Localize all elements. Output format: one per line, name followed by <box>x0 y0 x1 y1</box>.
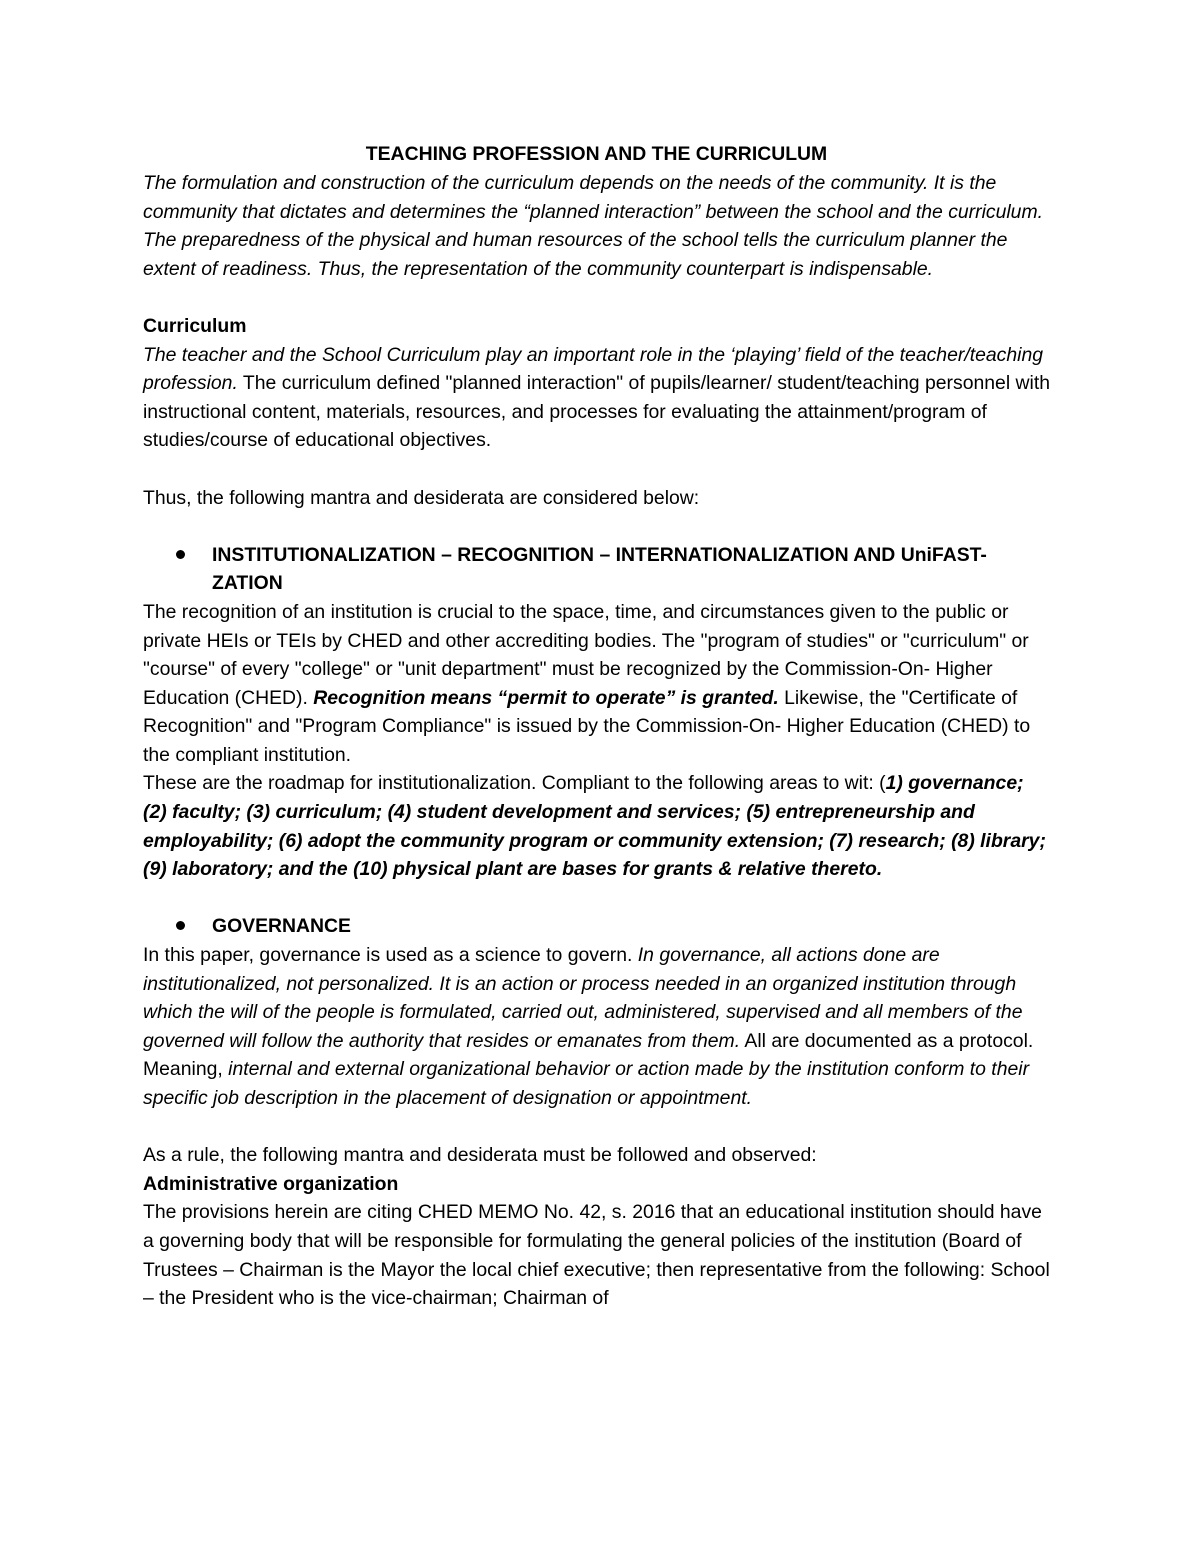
intro-paragraph <box>143 169 1050 283</box>
curriculum-italic-text: The teacher and the School Curriculum play an important role in the ‘playing’ field of the teacher/teaching profession. <box>143 343 1044 395</box>
document-title: TEACHING PROFESSION AND THE CURRICULUM <box>365 143 828 165</box>
recognition-text: The recognition of an institution is crucial to the space, time, and circumstances given to the public or private HEIs or TEIs by CHED and other accrediting bodies. The "program of studies" or "curriculum" or "course" of every "college" or "unit department" must be recognized by the Commission-On- Higher Education (CHED). <box>143 600 1029 709</box>
roadmap-areas-list: 1) governance; (2) faculty; (3) curriculum; (4) student development and services; (5) entrepreneurship and employability; (6) adopt the community program or community extension; (7) research; (8) library; (9) laboratory; and the (10) physical plant are bases for grants & relative thereto. <box>143 772 1046 881</box>
bullet-dot-icon <box>176 921 185 930</box>
governance-text: In this paper, governance is used as a science to govern. <box>143 944 638 967</box>
spacer <box>143 884 1050 913</box>
roadmap-paragraph <box>143 769 1050 883</box>
governance-italic-text: In governance, all actions done are institutionalized, not personalized. It is an action or process needed in an organized institution through which the will of the people is formulated, carried out, administered, supervised and all members of the governed will follow the authority that resides or emanates from them. <box>143 944 1023 1052</box>
governance-paragraph <box>143 941 1050 1113</box>
spacer <box>143 512 1050 541</box>
bullet-governance <box>143 912 1050 941</box>
intro-text: The formulation and construction of the curriculum depends on the needs of the community. It is the community that dictates and determines the “planned interaction” between the school and the curriculum. The preparedness of the physical and human resources of the school tells the curriculum planner the extent of readiness. Thus, the representation of the community counterpart is indispensable. <box>143 172 1044 280</box>
bullet-institutionalization <box>143 541 1050 598</box>
curriculum-heading: Curriculum <box>143 314 247 337</box>
governance-text-mid: All are documented as a protocol. Meaning, <box>143 1029 1034 1081</box>
rule-paragraph: As a rule, the following mantra and desiderata must be followed and observed: <box>143 1144 817 1167</box>
bullet-dot-icon <box>176 550 185 559</box>
curriculum-paragraph <box>143 341 1050 455</box>
recognition-emphasis: Recognition means “permit to operate” is granted. <box>313 686 779 709</box>
recognition-text-end: Likewise, the "Certificate of Recognition" and "Program Compliance" is issued by the Commission-On- Higher Education (CHED) to the compliant institution. <box>143 686 1031 766</box>
spacer <box>143 1113 1050 1142</box>
governance-italic-text-end: internal and external organizational behavior or action made by the institution conform to their specific job description in the placement of designation or appointment. <box>143 1058 1030 1109</box>
mantra-paragraph: Thus, the following mantra and desiderata are considered below: <box>143 486 700 509</box>
spacer <box>143 283 1050 312</box>
bullet-governance-label: GOVERNANCE <box>212 915 351 938</box>
recognition-paragraph <box>143 598 1050 770</box>
bullet-institutionalization-label: INSTITUTIONALIZATION – RECOGNITION – INTERNATIONALIZATION AND UniFAST-ZATION <box>212 543 987 595</box>
curriculum-body-text: The curriculum defined "planned interaction" of pupils/learner/ student/teaching personnel with instructional content, materials, resources, and processes for evaluating the attainment/program of studies/course of educational objectives. <box>143 372 1051 452</box>
roadmap-text: These are the roadmap for institutionalization. Compliant to the following areas to wit: ( <box>143 772 886 795</box>
administrative-organization-heading: Administrative organization <box>143 1172 399 1195</box>
provisions-paragraph: The provisions herein are citing CHED MEMO No. 42, s. 2016 that an educational institution should have a governing body that will be responsible for formulating the general policies of the institution (Board of Trustees – Chairman is the Mayor the local chief executive; then representative from the following: School – the President who is the vice-chairman; Chairman of <box>143 1201 1050 1310</box>
spacer <box>143 455 1050 484</box>
